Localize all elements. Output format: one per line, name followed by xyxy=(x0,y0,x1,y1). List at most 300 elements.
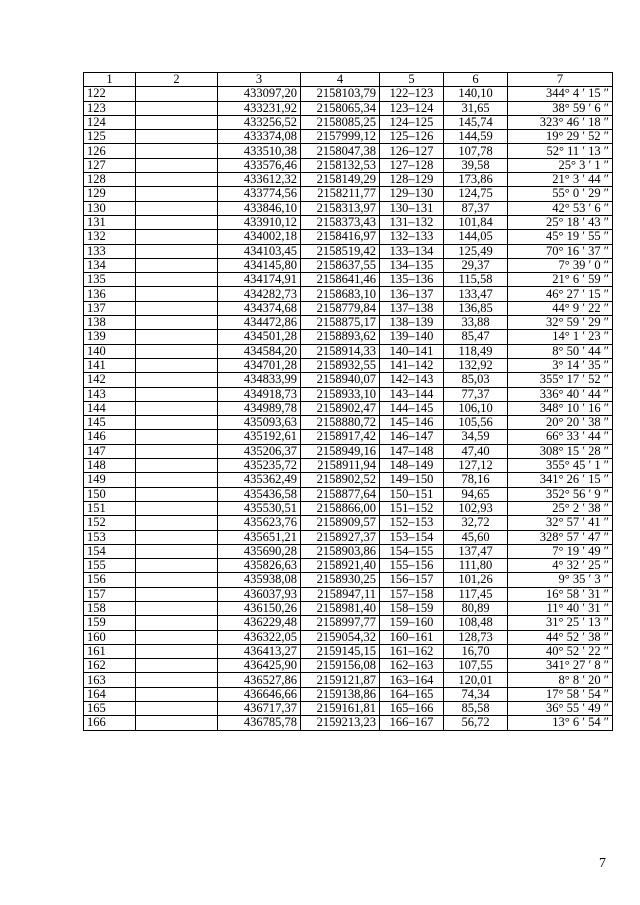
segment-cell: 160–161 xyxy=(380,630,444,644)
empty-cell xyxy=(136,516,218,530)
length-cell: 85,58 xyxy=(444,702,508,716)
table-row xyxy=(84,258,613,272)
table-row xyxy=(84,87,613,101)
length-cell: 33,88 xyxy=(444,316,508,330)
segment-cell: 155–156 xyxy=(380,559,444,573)
length-cell: 137,47 xyxy=(444,544,508,558)
bearing-cell: 4° 32 ′ 25 ″ xyxy=(508,559,613,573)
segment-cell: 125–126 xyxy=(380,130,444,144)
empty-cell xyxy=(136,373,218,387)
point-number-cell: 140 xyxy=(84,344,136,358)
segment-cell: 130–131 xyxy=(380,201,444,215)
length-cell: 136,85 xyxy=(444,301,508,315)
point-number-cell: 142 xyxy=(84,373,136,387)
segment-cell: 165–166 xyxy=(380,702,444,716)
table-row xyxy=(84,144,613,158)
empty-cell xyxy=(136,301,218,315)
bearing-cell: 355° 17 ′ 52 ″ xyxy=(508,373,613,387)
bearing-cell: 9° 35 ′ 3 ″ xyxy=(508,573,613,587)
y-coordinate-cell: 2158917,42 xyxy=(301,430,380,444)
table-row xyxy=(84,173,613,187)
segment-cell: 161–162 xyxy=(380,644,444,658)
bearing-cell: 21° 6 ′ 59 ″ xyxy=(508,273,613,287)
x-coordinate-cell: 436527,86 xyxy=(218,673,301,687)
empty-cell xyxy=(136,273,218,287)
segment-cell: 158–159 xyxy=(380,601,444,615)
empty-cell xyxy=(136,387,218,401)
table-row xyxy=(84,601,613,615)
point-number-cell: 163 xyxy=(84,673,136,687)
y-coordinate-cell: 2158949,16 xyxy=(301,444,380,458)
segment-cell: 132–133 xyxy=(380,230,444,244)
x-coordinate-cell: 435362,49 xyxy=(218,473,301,487)
point-number-cell: 150 xyxy=(84,487,136,501)
length-cell: 94,65 xyxy=(444,487,508,501)
table-row xyxy=(84,459,613,473)
table-header-row xyxy=(84,73,613,87)
y-coordinate-cell: 2158866,00 xyxy=(301,501,380,515)
x-coordinate-cell: 436322,05 xyxy=(218,630,301,644)
table-row xyxy=(84,516,613,530)
y-coordinate-cell: 2159161,81 xyxy=(301,702,380,716)
table-row xyxy=(84,187,613,201)
page-number: 7 xyxy=(599,856,606,871)
table-row xyxy=(84,716,613,730)
x-coordinate-cell: 433256,52 xyxy=(218,115,301,129)
table-row xyxy=(84,673,613,687)
bearing-cell: 344° 4 ′ 15 ″ xyxy=(508,87,613,101)
y-coordinate-cell: 2158930,25 xyxy=(301,573,380,587)
bearing-cell: 70° 16 ′ 37 ″ xyxy=(508,244,613,258)
point-number-cell: 148 xyxy=(84,459,136,473)
bearing-cell: 8° 8 ′ 20 ″ xyxy=(508,673,613,687)
length-cell: 128,73 xyxy=(444,630,508,644)
x-coordinate-cell: 433374,08 xyxy=(218,130,301,144)
bearing-cell: 308° 15 ′ 28 ″ xyxy=(508,444,613,458)
y-coordinate-cell: 2159138,86 xyxy=(301,687,380,701)
bearing-cell: 55° 0 ′ 29 ″ xyxy=(508,187,613,201)
table-row xyxy=(84,273,613,287)
point-number-cell: 158 xyxy=(84,601,136,615)
length-cell: 106,10 xyxy=(444,401,508,415)
point-number-cell: 156 xyxy=(84,573,136,587)
bearing-cell: 341° 26 ′ 15 ″ xyxy=(508,473,613,487)
y-coordinate-cell: 2158416,97 xyxy=(301,230,380,244)
empty-cell xyxy=(136,215,218,229)
x-coordinate-cell: 436425,90 xyxy=(218,659,301,673)
y-coordinate-cell: 2158047,38 xyxy=(301,144,380,158)
empty-cell xyxy=(136,530,218,544)
x-coordinate-cell: 436229,48 xyxy=(218,616,301,630)
point-number-cell: 153 xyxy=(84,530,136,544)
bearing-cell: 14° 1 ′ 23 ″ xyxy=(508,330,613,344)
length-cell: 120,01 xyxy=(444,673,508,687)
segment-cell: 126–127 xyxy=(380,144,444,158)
length-cell: 144,59 xyxy=(444,130,508,144)
segment-cell: 142–143 xyxy=(380,373,444,387)
length-cell: 45,60 xyxy=(444,530,508,544)
point-number-cell: 135 xyxy=(84,273,136,287)
length-cell: 132,92 xyxy=(444,358,508,372)
point-number-cell: 125 xyxy=(84,130,136,144)
y-coordinate-cell: 2158875,17 xyxy=(301,316,380,330)
bearing-cell: 42° 53 ′ 6 ″ xyxy=(508,201,613,215)
header-col-5: 5 xyxy=(380,73,444,87)
bearing-cell: 25° 2 ′ 38 ″ xyxy=(508,501,613,515)
y-coordinate-cell: 2159121,87 xyxy=(301,673,380,687)
table-row xyxy=(84,444,613,458)
table-row xyxy=(84,587,613,601)
segment-cell: 141–142 xyxy=(380,358,444,372)
bearing-cell: 25° 3 ′ 1 ″ xyxy=(508,158,613,172)
header-col-4: 4 xyxy=(301,73,380,87)
x-coordinate-cell: 434103,45 xyxy=(218,244,301,258)
bearing-cell: 44° 52 ′ 38 ″ xyxy=(508,630,613,644)
empty-cell xyxy=(136,487,218,501)
x-coordinate-cell: 434145,80 xyxy=(218,258,301,272)
segment-cell: 137–138 xyxy=(380,301,444,315)
table-row xyxy=(84,644,613,658)
bearing-cell: 336° 40 ′ 44 ″ xyxy=(508,387,613,401)
x-coordinate-cell: 436413,27 xyxy=(218,644,301,658)
bearing-cell: 323° 46 ′ 18 ″ xyxy=(508,115,613,129)
x-coordinate-cell: 436646,66 xyxy=(218,687,301,701)
length-cell: 145,74 xyxy=(444,115,508,129)
empty-cell xyxy=(136,101,218,115)
y-coordinate-cell: 2159156,08 xyxy=(301,659,380,673)
header-col-6: 6 xyxy=(444,73,508,87)
segment-cell: 134–135 xyxy=(380,258,444,272)
bearing-cell: 328° 57 ′ 47 ″ xyxy=(508,530,613,544)
point-number-cell: 149 xyxy=(84,473,136,487)
bearing-cell: 11° 40 ′ 31 ″ xyxy=(508,601,613,615)
length-cell: 80,89 xyxy=(444,601,508,615)
empty-cell xyxy=(136,287,218,301)
bearing-cell: 36° 55 ′ 49 ″ xyxy=(508,702,613,716)
point-number-cell: 137 xyxy=(84,301,136,315)
empty-cell xyxy=(136,644,218,658)
x-coordinate-cell: 433510,38 xyxy=(218,144,301,158)
table-row xyxy=(84,344,613,358)
y-coordinate-cell: 2158940,07 xyxy=(301,373,380,387)
empty-cell xyxy=(136,687,218,701)
y-coordinate-cell: 2158947,11 xyxy=(301,587,380,601)
y-coordinate-cell: 2158779,84 xyxy=(301,301,380,315)
x-coordinate-cell: 435938,08 xyxy=(218,573,301,587)
segment-cell: 151–152 xyxy=(380,501,444,515)
table-row xyxy=(84,401,613,415)
point-number-cell: 124 xyxy=(84,115,136,129)
y-coordinate-cell: 2158880,72 xyxy=(301,416,380,430)
empty-cell xyxy=(136,144,218,158)
y-coordinate-cell: 2158997,77 xyxy=(301,616,380,630)
bearing-cell: 66° 33 ′ 44 ″ xyxy=(508,430,613,444)
segment-cell: 122–123 xyxy=(380,87,444,101)
bearing-cell: 8° 50 ′ 44 ″ xyxy=(508,344,613,358)
bearing-cell: 32° 59 ′ 29 ″ xyxy=(508,316,613,330)
point-number-cell: 147 xyxy=(84,444,136,458)
table-row xyxy=(84,530,613,544)
x-coordinate-cell: 435690,28 xyxy=(218,544,301,558)
length-cell: 118,49 xyxy=(444,344,508,358)
x-coordinate-cell: 433576,46 xyxy=(218,158,301,172)
segment-cell: 159–160 xyxy=(380,616,444,630)
point-number-cell: 134 xyxy=(84,258,136,272)
point-number-cell: 138 xyxy=(84,316,136,330)
segment-cell: 131–132 xyxy=(380,215,444,229)
y-coordinate-cell: 2158933,10 xyxy=(301,387,380,401)
table-row xyxy=(84,316,613,330)
length-cell: 85,47 xyxy=(444,330,508,344)
bearing-cell: 19° 29 ′ 52 ″ xyxy=(508,130,613,144)
segment-cell: 136–137 xyxy=(380,287,444,301)
x-coordinate-cell: 436717,37 xyxy=(218,702,301,716)
empty-cell xyxy=(136,544,218,558)
table-row xyxy=(84,158,613,172)
point-number-cell: 132 xyxy=(84,230,136,244)
y-coordinate-cell: 2158065,34 xyxy=(301,101,380,115)
table-row xyxy=(84,559,613,573)
header-col-1: 1 xyxy=(84,73,136,87)
segment-cell: 152–153 xyxy=(380,516,444,530)
length-cell: 29,37 xyxy=(444,258,508,272)
point-number-cell: 145 xyxy=(84,416,136,430)
bearing-cell: 7° 19 ′ 49 ″ xyxy=(508,544,613,558)
bearing-cell: 52° 11 ′ 13 ″ xyxy=(508,144,613,158)
length-cell: 125,49 xyxy=(444,244,508,258)
x-coordinate-cell: 434918,73 xyxy=(218,387,301,401)
y-coordinate-cell: 2158103,79 xyxy=(301,87,380,101)
length-cell: 107,78 xyxy=(444,144,508,158)
y-coordinate-cell: 2158932,55 xyxy=(301,358,380,372)
y-coordinate-cell: 2158519,42 xyxy=(301,244,380,258)
x-coordinate-cell: 433231,92 xyxy=(218,101,301,115)
y-coordinate-cell: 2158877,64 xyxy=(301,487,380,501)
table-row xyxy=(84,244,613,258)
y-coordinate-cell: 2158902,52 xyxy=(301,473,380,487)
bearing-cell: 341° 27 ′ 8 ″ xyxy=(508,659,613,673)
bearing-cell: 13° 6 ′ 54 ″ xyxy=(508,716,613,730)
point-number-cell: 139 xyxy=(84,330,136,344)
table-row xyxy=(84,702,613,716)
bearing-cell: 355° 45 ′ 1 ″ xyxy=(508,459,613,473)
empty-cell xyxy=(136,244,218,258)
point-number-cell: 166 xyxy=(84,716,136,730)
y-coordinate-cell: 2158903,86 xyxy=(301,544,380,558)
segment-cell: 154–155 xyxy=(380,544,444,558)
x-coordinate-cell: 433612,32 xyxy=(218,173,301,187)
y-coordinate-cell: 2158921,40 xyxy=(301,559,380,573)
table-row xyxy=(84,115,613,129)
x-coordinate-cell: 434282,73 xyxy=(218,287,301,301)
y-coordinate-cell: 2158893,62 xyxy=(301,330,380,344)
x-coordinate-cell: 434501,28 xyxy=(218,330,301,344)
empty-cell xyxy=(136,187,218,201)
x-coordinate-cell: 435235,72 xyxy=(218,459,301,473)
table-row xyxy=(84,387,613,401)
bearing-cell: 45° 19 ′ 55 ″ xyxy=(508,230,613,244)
bearing-cell: 25° 18 ′ 43 ″ xyxy=(508,215,613,229)
bearing-cell: 38° 59 ′ 6 ″ xyxy=(508,101,613,115)
segment-cell: 135–136 xyxy=(380,273,444,287)
empty-cell xyxy=(136,173,218,187)
point-number-cell: 161 xyxy=(84,644,136,658)
bearing-cell: 7° 39 ′ 0 ″ xyxy=(508,258,613,272)
segment-cell: 148–149 xyxy=(380,459,444,473)
x-coordinate-cell: 435093,63 xyxy=(218,416,301,430)
y-coordinate-cell: 2159054,32 xyxy=(301,630,380,644)
empty-cell xyxy=(136,430,218,444)
empty-cell xyxy=(136,702,218,716)
x-coordinate-cell: 435651,21 xyxy=(218,530,301,544)
empty-cell xyxy=(136,201,218,215)
segment-cell: 139–140 xyxy=(380,330,444,344)
point-number-cell: 152 xyxy=(84,516,136,530)
x-coordinate-cell: 436785,78 xyxy=(218,716,301,730)
length-cell: 85,03 xyxy=(444,373,508,387)
empty-cell xyxy=(136,559,218,573)
empty-cell xyxy=(136,316,218,330)
table-row xyxy=(84,230,613,244)
y-coordinate-cell: 2158981,40 xyxy=(301,601,380,615)
empty-cell xyxy=(136,258,218,272)
length-cell: 77,37 xyxy=(444,387,508,401)
table-row xyxy=(84,287,613,301)
segment-cell: 147–148 xyxy=(380,444,444,458)
length-cell: 87,37 xyxy=(444,201,508,215)
y-coordinate-cell: 2158927,37 xyxy=(301,530,380,544)
empty-cell xyxy=(136,616,218,630)
empty-cell xyxy=(136,601,218,615)
x-coordinate-cell: 434701,28 xyxy=(218,358,301,372)
point-number-cell: 154 xyxy=(84,544,136,558)
bearing-cell: 40° 52 ′ 22 ″ xyxy=(508,644,613,658)
header-col-3: 3 xyxy=(218,73,301,87)
table-row xyxy=(84,430,613,444)
table-row xyxy=(84,630,613,644)
length-cell: 127,12 xyxy=(444,459,508,473)
length-cell: 101,26 xyxy=(444,573,508,587)
point-number-cell: 123 xyxy=(84,101,136,115)
table-row xyxy=(84,130,613,144)
empty-cell xyxy=(136,587,218,601)
bearing-cell: 348° 10 ′ 16 ″ xyxy=(508,401,613,415)
x-coordinate-cell: 436150,26 xyxy=(218,601,301,615)
empty-cell xyxy=(136,416,218,430)
table-row xyxy=(84,416,613,430)
table-row xyxy=(84,659,613,673)
length-cell: 34,59 xyxy=(444,430,508,444)
empty-cell xyxy=(136,673,218,687)
x-coordinate-cell: 434002,18 xyxy=(218,230,301,244)
point-number-cell: 126 xyxy=(84,144,136,158)
length-cell: 111,80 xyxy=(444,559,508,573)
segment-cell: 156–157 xyxy=(380,573,444,587)
y-coordinate-cell: 2158149,29 xyxy=(301,173,380,187)
empty-cell xyxy=(136,444,218,458)
table-row xyxy=(84,687,613,701)
segment-cell: 123–124 xyxy=(380,101,444,115)
y-coordinate-cell: 2159145,15 xyxy=(301,644,380,658)
bearing-cell: 46° 27 ′ 15 ″ xyxy=(508,287,613,301)
x-coordinate-cell: 435530,51 xyxy=(218,501,301,515)
point-number-cell: 143 xyxy=(84,387,136,401)
point-number-cell: 164 xyxy=(84,687,136,701)
point-number-cell: 122 xyxy=(84,87,136,101)
x-coordinate-cell: 433097,20 xyxy=(218,87,301,101)
segment-cell: 133–134 xyxy=(380,244,444,258)
x-coordinate-cell: 433846,10 xyxy=(218,201,301,215)
bearing-cell: 32° 57 ′ 41 ″ xyxy=(508,516,613,530)
y-coordinate-cell: 2158641,46 xyxy=(301,273,380,287)
empty-cell xyxy=(136,115,218,129)
segment-cell: 143–144 xyxy=(380,387,444,401)
empty-cell xyxy=(136,573,218,587)
table-row xyxy=(84,201,613,215)
length-cell: 140,10 xyxy=(444,87,508,101)
x-coordinate-cell: 434833,99 xyxy=(218,373,301,387)
table-row xyxy=(84,544,613,558)
table-row xyxy=(84,487,613,501)
segment-cell: 162–163 xyxy=(380,659,444,673)
empty-cell xyxy=(136,630,218,644)
length-cell: 117,45 xyxy=(444,587,508,601)
table-row xyxy=(84,473,613,487)
segment-cell: 144–145 xyxy=(380,401,444,415)
length-cell: 105,56 xyxy=(444,416,508,430)
table-row xyxy=(84,501,613,515)
point-number-cell: 151 xyxy=(84,501,136,515)
bearing-cell: 44° 9 ′ 22 ″ xyxy=(508,301,613,315)
segment-cell: 127–128 xyxy=(380,158,444,172)
length-cell: 39,58 xyxy=(444,158,508,172)
segment-cell: 150–151 xyxy=(380,487,444,501)
segment-cell: 145–146 xyxy=(380,416,444,430)
point-number-cell: 127 xyxy=(84,158,136,172)
bearing-cell: 3° 14 ′ 35 ″ xyxy=(508,358,613,372)
segment-cell: 124–125 xyxy=(380,115,444,129)
segment-cell: 128–129 xyxy=(380,173,444,187)
point-number-cell: 159 xyxy=(84,616,136,630)
length-cell: 102,93 xyxy=(444,501,508,515)
x-coordinate-cell: 433910,12 xyxy=(218,215,301,229)
x-coordinate-cell: 434472,86 xyxy=(218,316,301,330)
x-coordinate-cell: 434374,68 xyxy=(218,301,301,315)
table-row xyxy=(84,101,613,115)
y-coordinate-cell: 2158313,97 xyxy=(301,201,380,215)
length-cell: 144,05 xyxy=(444,230,508,244)
empty-cell xyxy=(136,358,218,372)
table-row xyxy=(84,330,613,344)
header-col-2: 2 xyxy=(136,73,218,87)
point-number-cell: 136 xyxy=(84,287,136,301)
table-row xyxy=(84,616,613,630)
x-coordinate-cell: 433774,56 xyxy=(218,187,301,201)
point-number-cell: 128 xyxy=(84,173,136,187)
segment-cell: 157–158 xyxy=(380,587,444,601)
y-coordinate-cell: 2158373,43 xyxy=(301,215,380,229)
point-number-cell: 160 xyxy=(84,630,136,644)
empty-cell xyxy=(136,87,218,101)
x-coordinate-cell: 434174,91 xyxy=(218,273,301,287)
segment-cell: 129–130 xyxy=(380,187,444,201)
bearing-cell: 21° 3 ′ 44 ″ xyxy=(508,173,613,187)
y-coordinate-cell: 2158085,25 xyxy=(301,115,380,129)
length-cell: 101,84 xyxy=(444,215,508,229)
coordinates-table xyxy=(83,72,613,731)
table-row xyxy=(84,573,613,587)
y-coordinate-cell: 2158211,77 xyxy=(301,187,380,201)
